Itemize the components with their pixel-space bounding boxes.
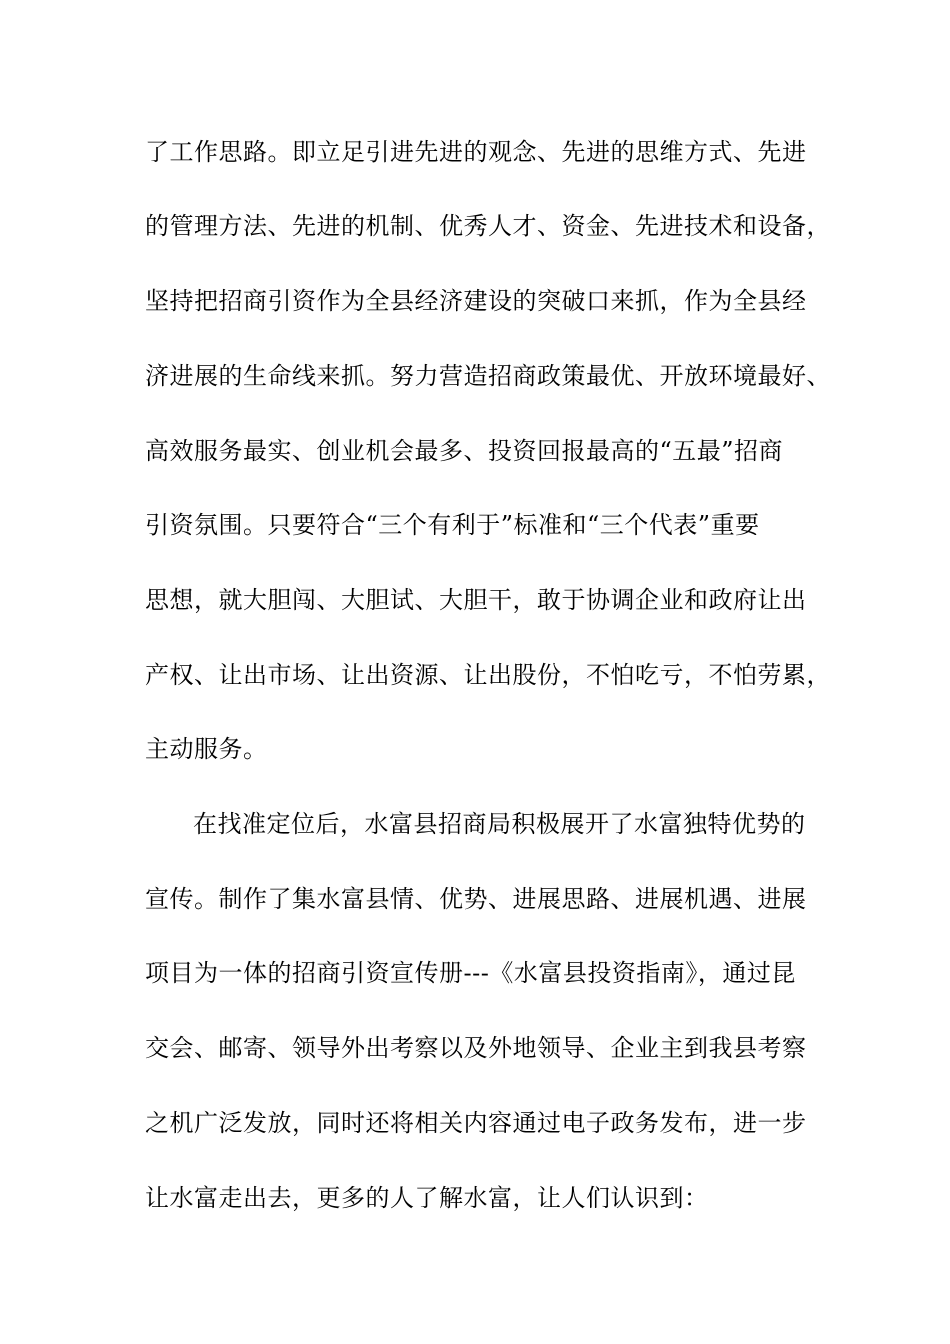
paragraph-1-line-4: 济进展的生命线来抓。努力营造招商政策最优、开放环境最好、 <box>145 362 831 390</box>
paragraph-2-line-3: 项目为一体的招商引资宣传册---《水富县投资指南》，通过昆 <box>145 959 796 987</box>
paragraph-1-line-7: 思想，就大胆闯、大胆试、大胆干，敢于协调企业和政府让出 <box>145 586 807 614</box>
paragraph-1-line-8: 产权、让出市场、让出资源、让出股份，不怕吃亏，不怕劳累， <box>145 661 831 689</box>
paragraph-1-line-1: 了工作思路。即立足引进先进的观念、先进的思维方式、先进 <box>145 138 807 166</box>
paragraph-1-line-5: 高效服务最实、创业机会最多、投资回报最高的“五最”招商 <box>145 437 784 465</box>
paragraph-1-line-9: 主动服务。 <box>145 735 268 763</box>
paragraph-1-line-6: 引资氛围。只要符合“三个有利于”标准和“三个代表”重要 <box>145 511 760 539</box>
paragraph-1-line-3: 坚持把招商引资作为全县经济建设的突破口来抓，作为全县经 <box>145 287 807 315</box>
paragraph-2-line-1: 在找准定位后，水富县招商局积极展开了水富独特优势的 <box>193 810 806 838</box>
paragraph-2-line-6: 让水富走出去，更多的人了解水富，让人们认识到： <box>145 1184 709 1212</box>
paragraph-2-line-5: 之机广泛发放，同时还将相关内容通过电子政务发布，进一步 <box>145 1109 807 1137</box>
paragraph-1-line-2: 的管理方法、先进的机制、优秀人才、资金、先进技术和设备， <box>145 212 831 240</box>
paragraph-2-line-4: 交会、邮寄、领导外出考察以及外地领导、企业主到我县考察 <box>145 1034 807 1062</box>
paragraph-2-line-2: 宣传。制作了集水富县情、优势、进展思路、进展机遇、进展 <box>145 885 807 913</box>
